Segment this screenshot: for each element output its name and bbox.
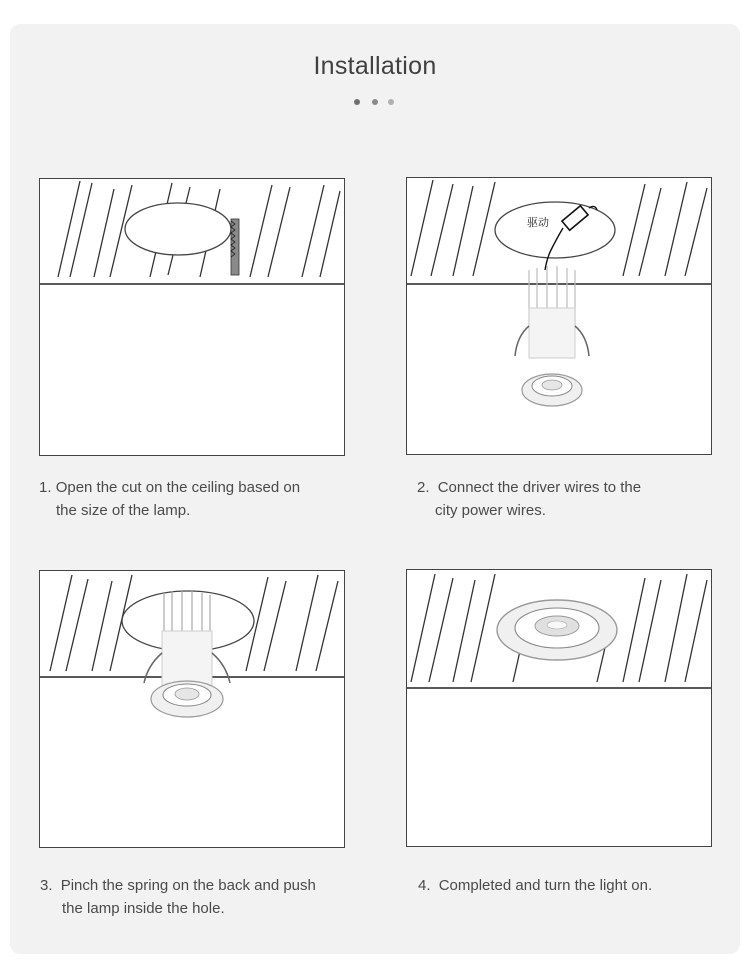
downlight-icon — [497, 600, 617, 660]
step-3-text-line2: the lamp inside the hole. — [62, 900, 225, 917]
completed-install-diagram — [407, 570, 712, 847]
driver-wiring-diagram — [407, 178, 712, 455]
step-3-number: 3. — [40, 877, 53, 894]
step-2-illustration — [406, 177, 712, 455]
driver-label: 驱动 — [527, 216, 549, 229]
step-3-caption — [40, 874, 316, 920]
downlight-icon — [515, 266, 589, 406]
spring-push-diagram — [40, 571, 345, 848]
step-1-caption — [39, 476, 300, 522]
page-title: Installation — [313, 52, 437, 80]
step-2-number: 2. — [417, 479, 430, 496]
step-4-number: 4. — [418, 877, 431, 894]
step-1-text-line2: the size of the lamp. — [56, 502, 191, 519]
step-4-caption — [418, 874, 652, 897]
step-4-illustration — [406, 569, 712, 847]
step-1-illustration — [39, 178, 345, 456]
carousel-dot-1[interactable] — [354, 99, 360, 105]
step-4-text-line1: Completed and turn the light on. — [438, 877, 653, 894]
step-2-caption — [417, 476, 641, 522]
step-2-text-line2: city power wires. — [435, 502, 546, 519]
carousel-dots — [354, 99, 398, 107]
step-2-text-line1: Connect the driver wires to the — [437, 479, 642, 496]
step-1-number: 1. — [39, 479, 52, 496]
carousel-dot-3[interactable] — [388, 99, 394, 105]
step-1-text-line1: Open the cut on the ceiling based on — [55, 479, 301, 496]
step-3-illustration — [39, 570, 345, 848]
step-3-text-line1: Pinch the spring on the back and push — [60, 877, 316, 894]
carousel-dot-2[interactable] — [372, 99, 378, 105]
ceiling-cut-diagram — [40, 179, 345, 456]
